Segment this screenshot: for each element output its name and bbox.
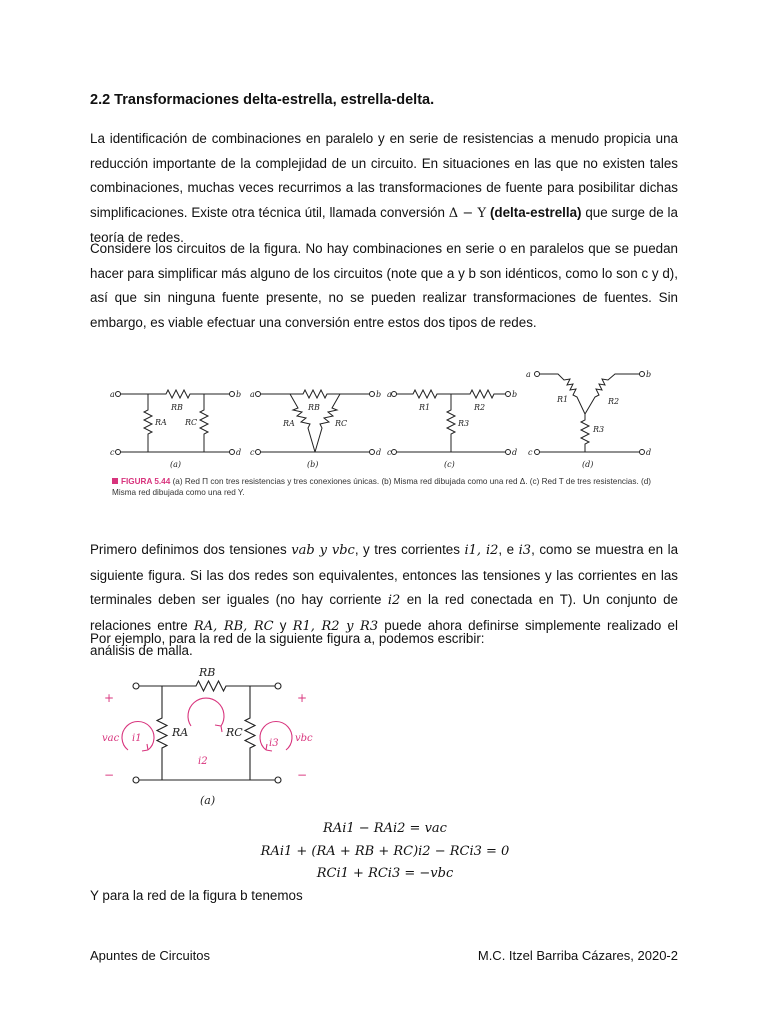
text-span: , e [498, 542, 519, 557]
label-r3: R3 [593, 425, 605, 434]
text-span: , como se muestra en la siguiente figura. Si las dos redes son equivalentes, entonces las tensiones y las corrientes en las terminales deben ser iguales (no hay corriente [90, 542, 679, 607]
label-rb: RB [199, 666, 216, 679]
bold-term: (delta-estrella) [489, 204, 582, 220]
figure-c-t-network [392, 390, 511, 455]
text-span: Primero definimos dos tensiones [90, 542, 292, 557]
math-current-i3: i3 [518, 543, 532, 558]
paragraph-example: Por ejemplo, para la red de la siguiente figura a, podemos escribir: [90, 631, 485, 646]
paragraph-intro-text: La identificación de combinaciones en paralelo y en serie de resistencias a menudo propicia una reducción importante de la complejidad de un circuito. En situaciones en las que no existen tales combinaciones, muchas veces recurrimos a las transformaciones de fuente para posibilitar dichas simplificaciones. Existe otra técnica útil, llamada conversión [90, 131, 678, 220]
label-c: c [387, 448, 392, 457]
figure-b-delta-network [256, 390, 375, 455]
label-rc: RC [335, 419, 348, 428]
footer-right: M.C. Itzel Barriba Cázares, 2020-2 [477, 948, 678, 963]
caption-text: (a) Red Π con tres resistencias y tres conexiones únicas. (b) Misma red dibujada como una red Δ. (c) Red T de tres resistencias. (d) Misma red dibujada como una red Y. [112, 477, 651, 497]
caption-marker [112, 478, 118, 484]
label-a: a [110, 390, 115, 399]
label-a: a [387, 390, 392, 399]
figure-5-44 [108, 362, 664, 472]
text-span: y [273, 617, 293, 633]
paragraph-intro [90, 127, 678, 251]
plus-right: + [297, 691, 308, 705]
math-current-i2: i2 [387, 593, 401, 608]
label-d: d [646, 448, 652, 457]
footer-left: Apuntes de Circuitos [90, 948, 210, 963]
label-rc: RC [226, 726, 243, 739]
figure-caption [112, 476, 660, 498]
label-ra: RA [172, 726, 189, 739]
label-r1: R1 [419, 403, 431, 412]
label-b: b [376, 390, 382, 399]
label-b: b [646, 370, 652, 379]
label-c: c [528, 448, 533, 457]
label-ra: RA [155, 418, 167, 427]
label-a: a [250, 390, 255, 399]
delta-y-symbol: Δ − Y [448, 205, 487, 221]
text-span: puede ahora definirse simplemente realizado el análisis de malla. [90, 617, 678, 658]
label-ra: RA [283, 419, 295, 428]
equation-3: RCi1 + RCi3 = −vbc [316, 866, 454, 881]
label-d: d [512, 448, 518, 457]
label-rc: RC [185, 418, 198, 427]
minus-left: − [104, 768, 115, 782]
math-voltages: vab y vbc [291, 543, 355, 558]
figure-a-pi-network [116, 390, 235, 455]
label-vbc: vbc [295, 733, 313, 744]
label-i3: i3 [269, 738, 279, 749]
figure-d-y-network [535, 372, 645, 455]
label-b: b [512, 390, 518, 399]
equation-2: RAi1 + (RA + RB + RC)i2 − RCi3 = 0 [260, 843, 510, 859]
caption-label: FIGURA 5.44 [121, 477, 171, 486]
label-b: b [236, 390, 242, 399]
label-r2: R2 [608, 397, 620, 406]
label-vac: vac [102, 733, 120, 744]
text-span: en la red conectada en T). Un conjunto de relaciones entre [90, 592, 679, 633]
math-currents: i1, i2 [464, 543, 499, 558]
sublabel-c: (c) [444, 460, 455, 469]
paragraph-intro-tail: que surge de la teoría de redes. [90, 204, 678, 245]
math-resistors-abc: RA, RB, RC [193, 618, 274, 634]
label-r2: R2 [474, 403, 486, 412]
sublabel-d: (d) [582, 460, 594, 469]
label-i2: i2 [198, 756, 208, 767]
label-rb: RB [308, 403, 320, 412]
plus-left: + [104, 691, 115, 705]
label-d: d [236, 448, 242, 457]
label-i1: i1 [132, 733, 142, 744]
label-r1: R1 [557, 395, 569, 404]
text-span: , y tres corrientes [354, 542, 465, 557]
paragraph-circuits: Considere los circuitos de la figura. No hay combinaciones en serie o en paralelos que se puedan hacer para simplificar más alguno de los circuitos (note que a y b son idénticos, como lo son c y d), así que sin ninguna fuente presente, no se pueden realizar transformaciones de fuentes. Sin embargo, es viable efectuar una conversión entre estos dos tipos de redes. [90, 241, 678, 330]
mesh-equations [260, 818, 510, 886]
label-c: c [110, 448, 115, 457]
mesh-arrow-i2 [188, 698, 224, 726]
paragraph-figure-b: Y para la red de la figura b tenemos [90, 888, 303, 903]
math-resistors-123: R1, R2 y R3 [292, 618, 379, 634]
sublabel-a: (a) [170, 460, 182, 469]
label-c: c [250, 448, 255, 457]
label-rb: RB [171, 403, 183, 412]
label-r3: R3 [458, 419, 470, 428]
section-heading: 2.2 Transformaciones delta-estrella, estrella-delta. [90, 92, 435, 108]
equation-1: RAi1 − RAi2 = vac [323, 821, 447, 836]
label-a: a [526, 370, 531, 379]
mesh-sublabel: (a) [200, 794, 216, 807]
label-d: d [376, 448, 382, 457]
sublabel-b: (b) [307, 460, 319, 469]
mesh-figure-a [96, 662, 326, 812]
minus-right: − [297, 768, 308, 782]
